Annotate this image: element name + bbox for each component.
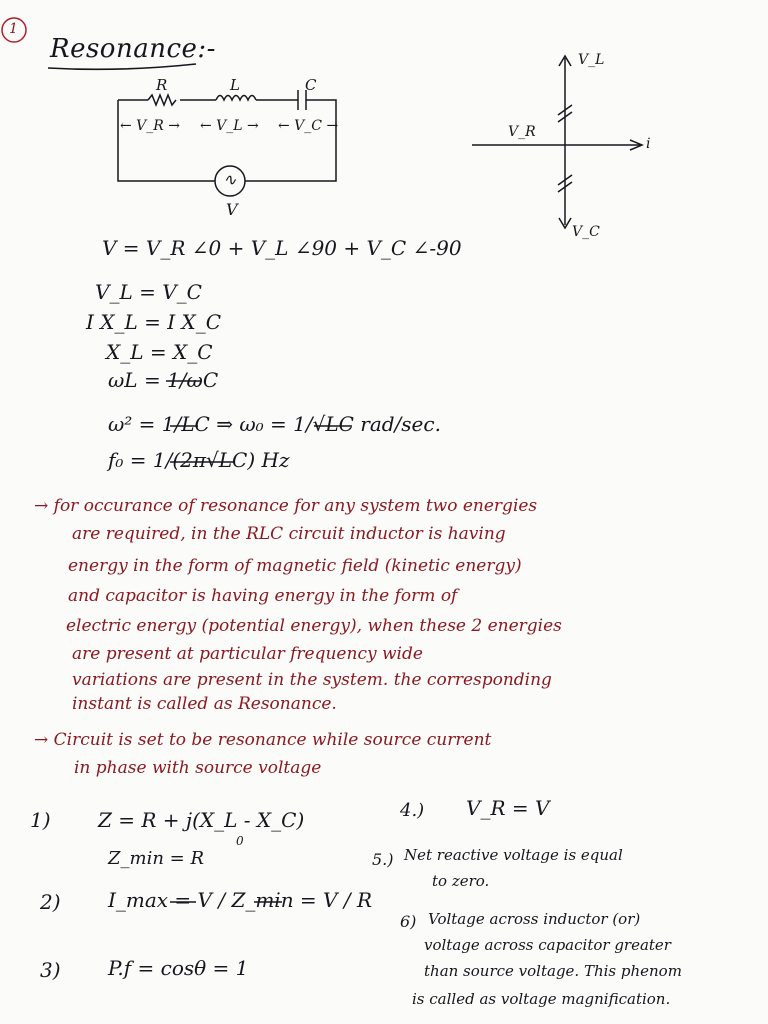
phasor-label-vc: V_C xyxy=(572,224,600,240)
derivation-line: I X_L = I X_C xyxy=(86,310,222,334)
condition-number: 5.) xyxy=(372,850,394,869)
phasor-label-i: i xyxy=(646,136,651,152)
voltage-drop-vr: ← V_R → xyxy=(120,118,181,134)
condition-text: Z = R + j(X_L - X_C) xyxy=(98,808,305,832)
circuit-wire xyxy=(245,100,339,181)
condition-text: than source voltage. This phenom xyxy=(424,962,682,980)
voltage-drop-vc: ← V_C → xyxy=(278,118,339,134)
condition-text: Z_min = R xyxy=(108,848,205,869)
condition-number: 1) xyxy=(30,808,51,832)
derivation-line: ω² = 1/LC ⇒ ω₀ = 1/√LC rad/sec. xyxy=(108,412,441,436)
condition-text: is called as voltage magnification. xyxy=(412,990,671,1008)
phasor-label-vl: V_L xyxy=(578,52,605,68)
label-resistor: R xyxy=(156,76,168,94)
condition-number: 6) xyxy=(400,912,417,931)
condition-text: P.f = cosθ = 1 xyxy=(108,956,249,980)
condition-text: voltage across capacitor greater xyxy=(424,936,671,954)
derivation-line: ωL = 1/ωC xyxy=(108,368,219,392)
derivation-line: f₀ = 1/(2π√LC) Hz xyxy=(108,448,290,472)
resistor-symbol xyxy=(148,95,176,105)
page-title: Resonance:- xyxy=(50,34,216,64)
derivation-line: V_L = V_C xyxy=(95,280,202,304)
note-line: are present at particular frequency wide xyxy=(72,644,423,664)
condition-text: Net reactive voltage is equal xyxy=(404,846,623,864)
condition-text: to zero. xyxy=(432,872,490,890)
note-line: variations are present in the system. the corresponding xyxy=(72,670,552,690)
note-line: instant is called as Resonance. xyxy=(72,694,337,714)
title-underline xyxy=(48,64,196,69)
voltage-drop-vl: ← V_L → xyxy=(200,118,259,134)
ac-source-wave-icon: ∿ xyxy=(223,170,237,189)
condition-text: I_max = V / Z_min = V / R xyxy=(108,888,373,912)
note-line: → Circuit is set to be resonance while source current xyxy=(34,730,492,750)
phasor-diagram xyxy=(472,56,642,228)
note-line: electric energy (potential energy), when these 2 energies xyxy=(66,616,562,636)
condition-text: V_R = V xyxy=(466,796,550,820)
note-line: in phase with source voltage xyxy=(74,758,322,778)
condition-number: 4.) xyxy=(400,800,425,821)
derivation-line: X_L = X_C xyxy=(106,340,213,364)
circuit-wire xyxy=(118,100,215,181)
label-capacitor: C xyxy=(305,76,317,94)
inductor-symbol xyxy=(216,96,256,101)
condition-subnote: 0 xyxy=(236,834,244,848)
page-number: 1 xyxy=(9,21,18,37)
note-line: → for occurance of resonance for any system two energies xyxy=(34,496,538,516)
condition-number: 2) xyxy=(40,890,61,914)
derivation-line: V = V_R ∠0 + V_L ∠90 + V_C ∠-90 xyxy=(102,236,462,260)
note-line: and capacitor is having energy in the form of xyxy=(68,586,458,606)
note-line: energy in the form of magnetic field (kinetic energy) xyxy=(68,556,522,576)
label-inductor: L xyxy=(230,76,240,94)
condition-number: 3) xyxy=(40,958,61,982)
source-voltage-label: V xyxy=(226,200,238,219)
condition-text: Voltage across inductor (or) xyxy=(428,910,641,928)
note-line: are required, in the RLC circuit inductor is having xyxy=(72,524,506,544)
phasor-label-vr: V_R xyxy=(508,124,536,140)
